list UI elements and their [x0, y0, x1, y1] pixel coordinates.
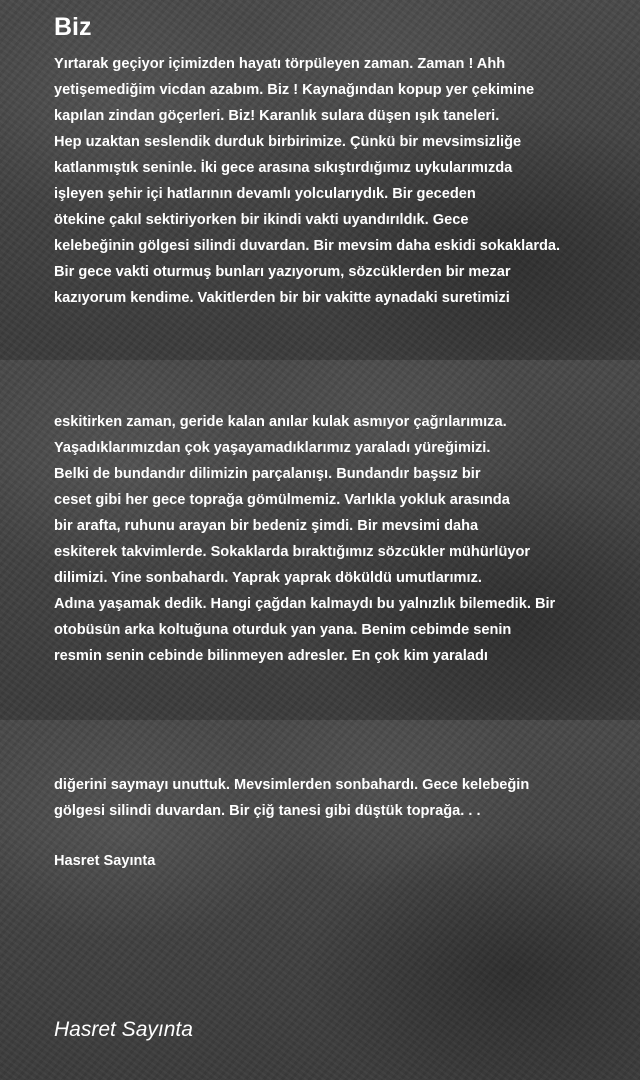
poem-line: ceset gibi her gece toprağa gömülmemiz. Varlıkla yokluk arasında	[54, 492, 510, 508]
poem-line: dilimizi. Yine sonbahardı. Yaprak yaprak döküldü umutlarımız.	[54, 570, 482, 586]
poem-line: kelebeğinin gölgesi silindi duvardan. Bir mevsim daha eskidi sokaklarda.	[54, 238, 561, 254]
poem-line: katlanmıştık seninle. İki gece arasına sıkıştırdığımız uykularımızda	[54, 160, 513, 176]
poem-line: bir arafta, ruhunu arayan bir bedeniz şimdi. Bir mevsimi daha	[54, 518, 479, 534]
author-signature: Hasret Sayınta	[54, 1018, 193, 1041]
poem-panel-1	[0, 0, 640, 360]
poem-line: Hep uzaktan seslendik durduk birbirimize. Çünkü bir mevsimsizliğe	[54, 134, 522, 150]
poem-line: resmin senin cebinde bilinmeyen adresler. En çok kim yaraladı	[54, 648, 488, 664]
poem-line: yetişemediğim vicdan azabım. Biz ! Kaynağından kopup yer çekimine	[54, 82, 535, 98]
poem-title: Biz	[54, 13, 92, 41]
poem-line: diğerini saymayı unuttuk. Mevsimlerden sonbahardı. Gece kelebeğin	[54, 777, 530, 793]
poem-line: ötekine çakıl sektiriyorken bir ikindi vakti uyandırıldık. Gece	[54, 212, 469, 228]
poem-stanza-3	[54, 772, 620, 824]
poem-stanza-2	[54, 409, 620, 669]
poem-line: kazıyorum kendime. Vakitlerden bir bir vakitte aynadaki suretimizi	[54, 290, 510, 306]
poem-line: Adına yaşamak dedik. Hangi çağdan kalmaydı bu yalnızlık bilemedik. Bir	[54, 596, 556, 612]
poem-line: Bir gece vakti oturmuş bunları yazıyorum, sözcüklerden bir mezar	[54, 264, 511, 280]
poem-panel-2	[0, 360, 640, 720]
poem-line: Yırtarak geçiyor içimizden hayatı törpüleyen zaman. Zaman ! Ahh	[54, 56, 506, 72]
poem-line: eskiterek takvimlerde. Sokaklarda bıraktığımız sözcükler mühürlüyor	[54, 544, 531, 560]
poem-line: Belki de bundandır dilimizin parçalanışı. Bundandır başsız bir	[54, 466, 481, 482]
poem-line: otobüsün arka koltuğuna oturduk yan yana. Benim cebimde senin	[54, 622, 512, 638]
poem-line: Yaşadıklarımızdan çok yaşayamadıklarımız yaraladı yüreğimizi.	[54, 440, 491, 456]
poem-stanza-1	[54, 51, 620, 311]
poem-line: kapılan zindan göçerleri. Biz! Karanlık sulara düşen ışık taneleri.	[54, 108, 500, 124]
poem-panel-3	[0, 720, 640, 1080]
poem-line: gölgesi silindi duvardan. Bir çiğ tanesi gibi düştük toprağa. . .	[54, 803, 481, 819]
poem-line: eskitirken zaman, geride kalan anılar kulak asmıyor çağrılarımıza.	[54, 414, 507, 430]
poem-author: Hasret Sayınta	[54, 853, 156, 869]
poem-line: işleyen şehir içi hatlarının devamlı yolcularıydık. Bir geceden	[54, 186, 476, 202]
